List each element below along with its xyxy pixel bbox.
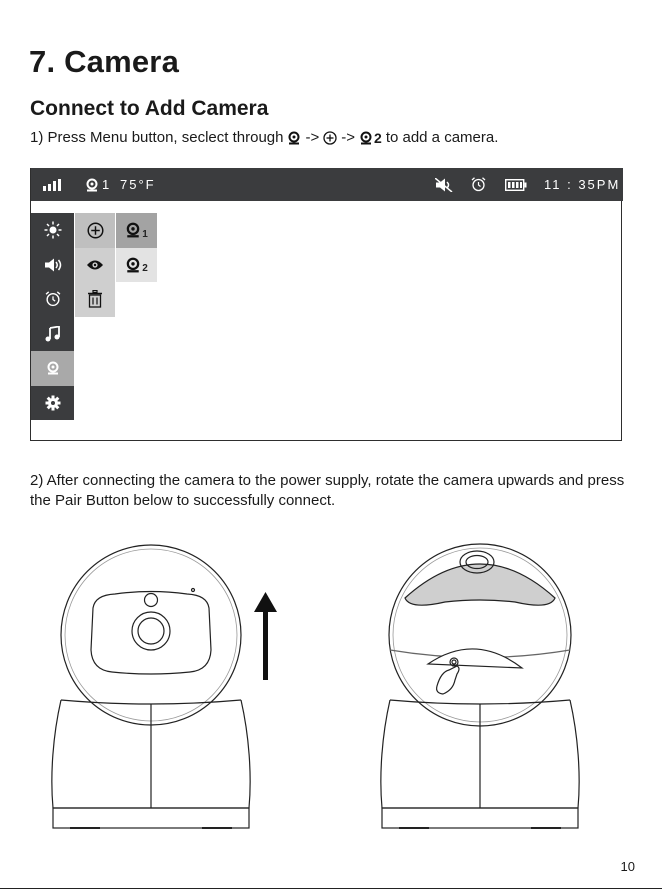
menu-item-alarm[interactable] xyxy=(31,282,74,317)
footer-divider xyxy=(0,888,662,889)
camera-list xyxy=(116,213,157,282)
battery-icon xyxy=(505,168,527,201)
camera-back-drawing xyxy=(381,544,579,828)
menu-sidebar xyxy=(31,213,74,420)
section-title: 7. Camera xyxy=(29,44,180,79)
camera-icon xyxy=(125,257,141,273)
menu-item-settings[interactable] xyxy=(31,386,74,421)
camera-illustration xyxy=(45,540,605,845)
camera-front-drawing xyxy=(52,545,250,828)
temperature: 75°F xyxy=(120,177,156,192)
camera-icon xyxy=(125,222,141,238)
signal-icon xyxy=(43,168,63,201)
view-icon xyxy=(86,259,104,271)
add-icon xyxy=(87,222,104,239)
delete-icon xyxy=(87,290,103,308)
alarm-clock-icon xyxy=(471,168,486,201)
page-number: 10 xyxy=(620,859,635,874)
menu-item-music[interactable] xyxy=(31,317,74,352)
status-camera-number: 1 xyxy=(102,177,112,192)
step1-text xyxy=(30,129,498,146)
step1-prefix: 1) Press Menu button, seclect through xyxy=(30,129,284,146)
camera-list-item[interactable] xyxy=(116,213,157,248)
step1-arrow1: -> xyxy=(305,129,320,146)
menu-item-volume[interactable] xyxy=(31,248,74,283)
clock-time: 11 : 35PM xyxy=(544,177,621,192)
volume-icon xyxy=(44,258,62,272)
camera-submenu xyxy=(75,213,115,317)
camera-icon xyxy=(359,130,382,146)
speaker-mute-icon xyxy=(435,168,453,201)
settings-icon xyxy=(45,395,61,411)
music-icon xyxy=(45,326,61,342)
camera-list-item[interactable] xyxy=(116,248,157,283)
add-icon xyxy=(323,131,337,145)
submenu-delete[interactable] xyxy=(75,282,115,317)
step1-suffix: to add a camera. xyxy=(385,129,499,146)
monitor-screen xyxy=(30,168,622,441)
camera-icon xyxy=(46,361,60,375)
subtitle: Connect to Add Camera xyxy=(30,97,269,120)
status-bar xyxy=(31,168,623,201)
menu-item-camera[interactable] xyxy=(31,351,74,386)
rotate-up-arrow xyxy=(254,592,277,680)
camera-number: 1 xyxy=(142,228,148,240)
brightness-icon xyxy=(44,221,62,239)
camera-icon xyxy=(85,168,111,201)
camera-number: 2 xyxy=(374,129,382,146)
camera-icon xyxy=(287,131,301,145)
step1-arrow2: -> xyxy=(341,129,356,146)
step2-text: 2) After connecting the camera to the power supply, rotate the camera upwards and press the Pair Button below to successfully connect. xyxy=(30,472,625,509)
submenu-view[interactable] xyxy=(75,248,115,283)
menu-item-brightness[interactable] xyxy=(31,213,74,248)
camera-number: 2 xyxy=(142,263,148,275)
alarm-clock-icon xyxy=(45,291,61,307)
submenu-add[interactable] xyxy=(75,213,115,248)
